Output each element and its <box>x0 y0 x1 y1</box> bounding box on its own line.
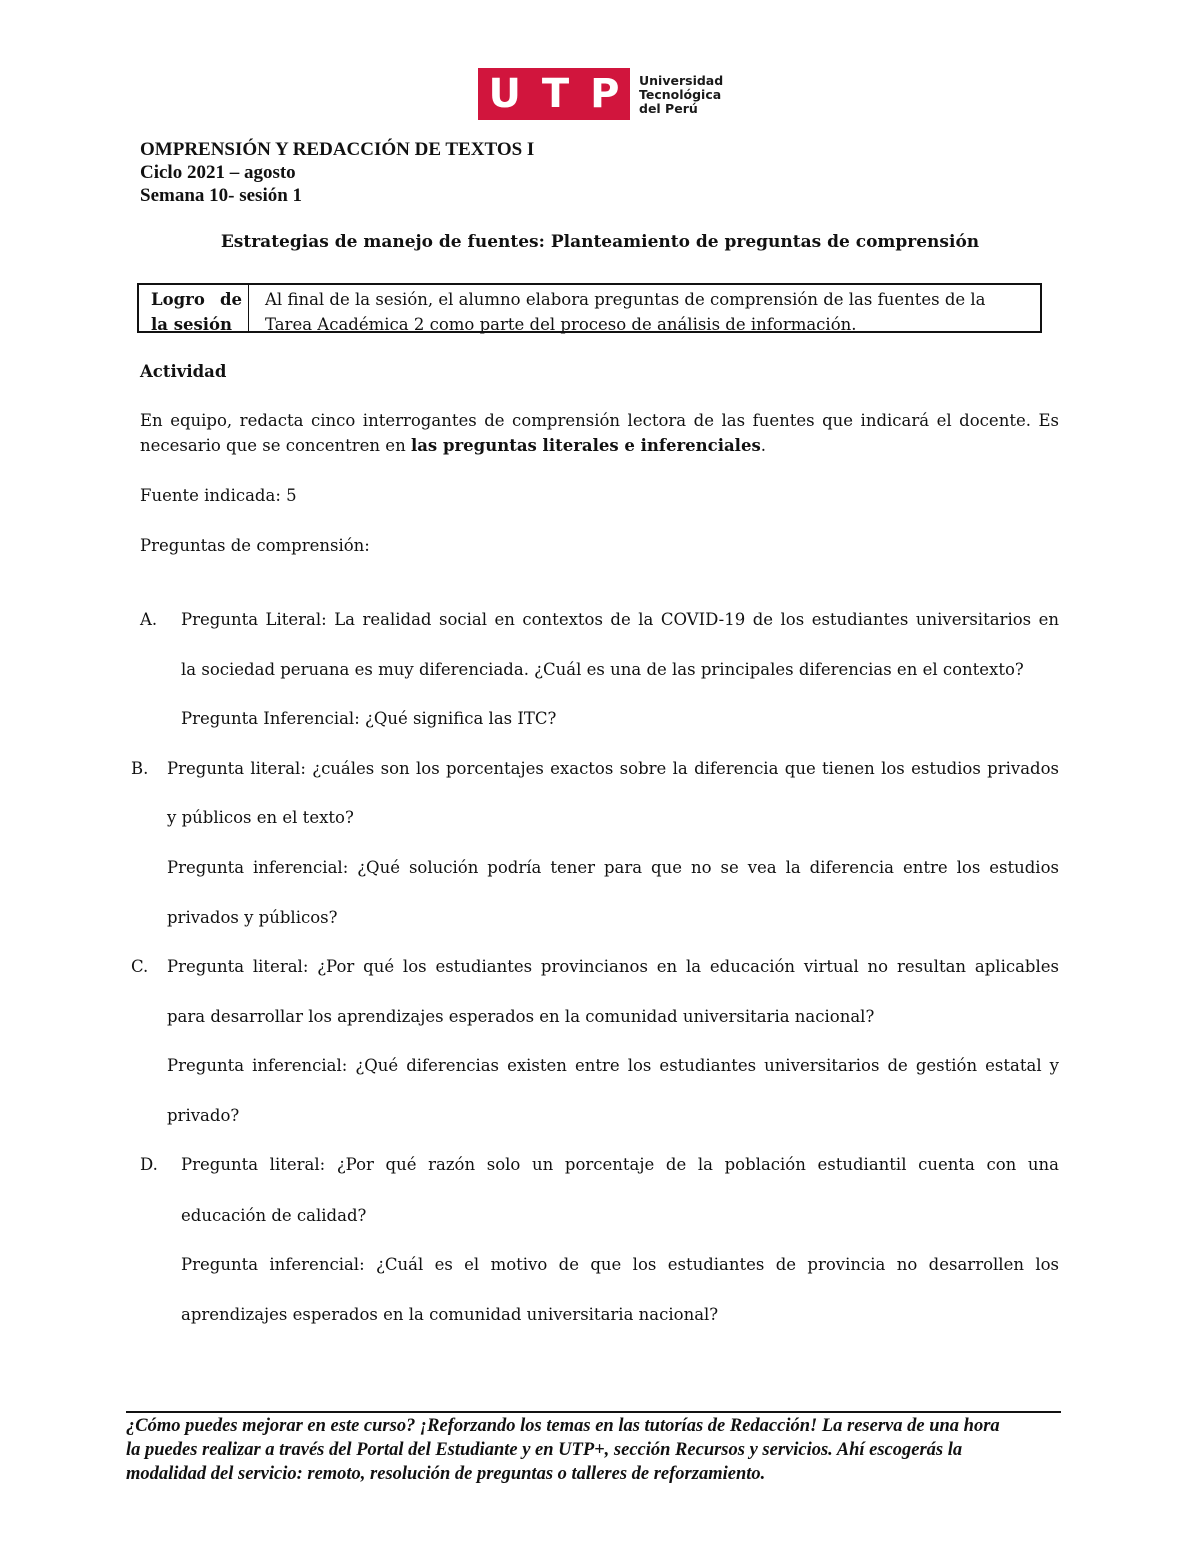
logro-label: Logro de la sesión <box>141 285 249 331</box>
item-c-line: privado? <box>167 1106 240 1125</box>
item-b-line: privados y públicos? <box>167 908 338 927</box>
item-c-marker: C. <box>131 957 149 976</box>
item-d-line: Pregunta inferencial: ¿Cuál es el motivo de que los estudiantes de provincia no desarrollen los <box>181 1255 1059 1274</box>
activity-heading: Actividad <box>140 362 227 381</box>
logo-letter-t: T <box>541 71 570 117</box>
item-b-line: Pregunta literal: ¿cuáles son los porcentajes exactos sobre la diferencia que tienen los estudios privados <box>167 759 1059 778</box>
item-a-line: Pregunta Inferencial: ¿Qué significa las ITC? <box>181 709 557 728</box>
item-d-line: aprendizajes esperados en la comunidad universitaria nacional? <box>181 1305 719 1324</box>
item-d-line: educación de calidad? <box>181 1206 367 1225</box>
item-d-marker: D. <box>140 1155 158 1174</box>
item-b-marker: B. <box>131 759 149 778</box>
course-name: OMPRENSIÓN Y REDACCIÓN DE TEXTOS I <box>140 139 535 160</box>
item-c-line: Pregunta inferencial: ¿Qué diferencias existen entre los estudiantes universitarios de gestión estatal y <box>167 1056 1059 1075</box>
item-a-line: Pregunta Literal: La realidad social en contextos de la COVID-19 de los estudiantes universitarios en <box>181 610 1059 629</box>
item-d-line: Pregunta literal: ¿Por qué razón solo un porcentaje de la población estudiantil cuenta con una <box>181 1155 1059 1174</box>
cycle: Ciclo 2021 – agosto <box>140 162 296 183</box>
item-c-line: Pregunta literal: ¿Por qué los estudiantes provincianos en la educación virtual no resultan aplicables <box>167 957 1059 976</box>
week-session: Semana 10- sesión 1 <box>140 185 303 206</box>
item-a-line: la sociedad peruana es muy diferenciada. ¿Cuál es una de las principales diferencias en el contexto? <box>181 660 1024 679</box>
utp-logo <box>478 68 630 120</box>
logro-table <box>137 283 1042 333</box>
source-indicated: Fuente indicada: 5 <box>140 486 297 505</box>
questions-label: Preguntas de comprensión: <box>140 536 370 555</box>
logo-text: Universidad Tecnológica del Perú <box>639 73 724 116</box>
activity-instruction-line1: En equipo, redacta cinco interrogantes de comprensión lectora de las fuentes que indicará el docente. Es <box>140 411 1059 430</box>
item-b-line: Pregunta inferencial: ¿Qué solución podría tener para que no se vea la diferencia entre los estudios <box>167 858 1059 877</box>
footer-note: ¿Cómo puedes mejorar en este curso? ¡Reforzando los temas en las tutorías de Redacción! La reserva de una hora la puedes realizar a través del Portal del Estudiante y en UTP+, sección Recursos y servicios. Ahí escogerás la modalidad del servicio: remoto, resolución de preguntas o talleres de reforzamiento. <box>126 1416 1000 1484</box>
activity-instruction-line2: necesario que se concentren en las preguntas literales e inferenciales. <box>140 436 766 455</box>
item-a-marker: A. <box>140 610 158 629</box>
logro-text: Al final de la sesión, el alumno elabora preguntas de comprensión de las fuentes de la Tarea Académica 2 como parte del proceso de análisis de información. <box>265 290 986 334</box>
item-c-line: para desarrollar los aprendizajes esperados en la comunidad universitaria nacional? <box>167 1007 875 1026</box>
page-title: Estrategias de manejo de fuentes: Planteamiento de preguntas de comprensión <box>220 232 980 252</box>
item-b-line: y públicos en el texto? <box>167 808 354 827</box>
footer-divider <box>126 1411 1061 1413</box>
logo-letter-p: P <box>590 71 620 117</box>
logo-letter-u: U <box>488 71 521 117</box>
